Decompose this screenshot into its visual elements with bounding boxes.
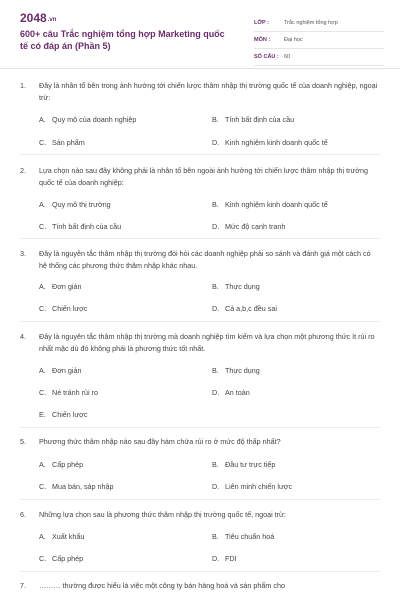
option-c[interactable] [39,222,121,231]
option-c[interactable] [39,554,83,563]
option-d[interactable] [212,138,328,147]
option-b[interactable] [212,460,275,469]
question-divider [20,154,380,155]
option-letter: C. [39,554,47,563]
question-text: Đây là nguyên tắc thâm nhập thị trường mà doanh nghiệp tìm kiếm và lựa chọn một phương thức ít rủi ro nhất mặc dù đó không phải là phương thức tốt nhất. [39,332,375,353]
option-text: An toàn [225,388,250,397]
meta-row-subject [254,32,384,49]
question-number: 4. [20,332,26,341]
option-letter: B. [212,115,219,124]
meta-row-class [254,15,384,32]
meta-value: 60 [284,54,291,60]
option-letter: C. [39,388,47,397]
option-letter: B. [212,532,219,541]
option-letter: B. [212,460,219,469]
option-e[interactable] [39,410,88,419]
question-number: 5. [20,437,26,446]
option-b[interactable] [212,282,260,291]
question-text: Phương thức thâm nhập nào sau đây hàm chứa rủi ro ở mức độ thấp nhất? [39,437,281,446]
option-letter: C. [39,304,47,313]
option-letter: B. [212,366,219,375]
question-text: Đây là nhân tố bên trong ảnh hưởng tới chiến lược thâm nhập thị trường quốc tế của doanh nghiệp, ngoại trừ: [39,81,378,102]
option-letter: D. [212,138,220,147]
question-text: Những lựa chọn sau là phương thức thâm nhập thị trường quốc tế, ngoại trừ: [39,510,286,519]
option-text: Né tránh rủi ro [52,388,98,397]
option-text: Kinh nghiệm kinh doanh quốc tế [225,200,328,209]
option-d[interactable] [212,554,237,563]
meta-value: Trắc nghiệm tổng hợp [284,20,338,26]
option-a[interactable] [39,282,82,291]
option-letter: D. [212,222,220,231]
document-header [0,0,400,68]
option-letter: D. [212,554,220,563]
option-letter: A. [39,282,46,291]
option-text: Kinh nghiệm kinh doanh quốc tế [225,138,328,147]
option-text: Quy mô thị trường [52,200,111,209]
option-text: Xuất khẩu [52,532,85,541]
option-text: Đầu tư trực tiếp [225,460,276,469]
option-b[interactable] [212,200,328,209]
document-meta [254,15,384,66]
option-d[interactable] [212,222,285,231]
option-b[interactable] [212,366,260,375]
option-letter: D. [212,482,220,491]
option-text: Thực dụng [225,282,260,291]
question-divider [20,427,380,428]
meta-label: SỐ CÂU : [254,54,279,60]
option-text: Tiêu chuẩn hoá [225,532,275,541]
option-letter: A. [39,366,46,375]
meta-label: MÔN : [254,37,271,43]
question-text: Lựa chọn nào sau đây không phải là nhân tố bên ngoài ảnh hưởng tới chiến lược thâm nhập thị trường quốc tế của doanh nghiệp: [39,166,369,187]
option-text: Liên minh chiến lược [225,482,293,491]
meta-value: Đại học [284,37,303,43]
header-divider [0,68,400,69]
option-text: Chiến lược [52,304,88,313]
option-letter: A. [39,460,46,469]
option-letter: A. [39,532,46,541]
option-d[interactable] [212,388,250,397]
option-letter: D. [212,388,220,397]
question-number: 2. [20,166,26,175]
question-number: 6. [20,510,26,519]
option-c[interactable] [39,138,85,147]
option-text: Thực dụng [225,366,260,375]
option-a[interactable] [39,532,84,541]
logo-main: 2048 [20,11,47,25]
option-text: Tính bất định của cầu [225,115,295,124]
option-letter: E. [39,410,46,419]
logo-suffix: .vn [47,17,57,23]
option-letter: C. [39,138,47,147]
option-b[interactable] [212,532,274,541]
question-divider [20,238,380,239]
meta-label: LỚP : [254,20,269,26]
option-text: Quy mô của doanh nghiệp [52,115,137,124]
option-letter: A. [39,200,46,209]
option-c[interactable] [39,304,88,313]
question-number: 7. [20,581,26,590]
document-title: 600+ câu Trắc nghiệm tổng hợp Marketing quốc tế có đáp án (Phần 5) [20,29,225,51]
option-text: Tính bất định của cầu [52,222,122,231]
option-a[interactable] [39,115,136,124]
option-a[interactable] [39,200,111,209]
question-number: 1. [20,81,26,90]
option-a[interactable] [39,460,83,469]
option-letter: B. [212,282,219,291]
option-letter: C. [39,482,47,491]
option-text: FDI [225,554,237,563]
option-text: Sản phẩm [52,138,85,147]
option-text: Chiến lược [52,410,88,419]
question-text: Đây là nguyên tắc thâm nhập thị trường đòi hỏi các doanh nghiệp phải so sánh và đánh giá một cách có hệ thống các phương thức thâm nhập khác nhau. [39,249,371,270]
question-number: 3. [20,249,26,258]
option-text: Cấp phép [52,460,84,469]
option-text: Cả a,b,c đều sai [225,304,277,313]
option-d[interactable] [212,482,292,491]
option-letter: A. [39,115,46,124]
option-a[interactable] [39,366,82,375]
option-text: Cấp phép [52,554,84,563]
meta-row-count [254,49,384,66]
option-text: Mức độ cạnh tranh [225,222,286,231]
question-divider [20,571,380,572]
option-text: Mua bán, sáp nhập [52,482,114,491]
question-text: ……… thường được hiểu là việc một công ty bán hàng hoá và sản phẩm cho [39,581,285,590]
question-divider [20,321,380,322]
site-logo[interactable] [20,11,56,25]
option-text: Đơn giản [52,366,82,375]
option-b[interactable] [212,115,294,124]
option-text: Đơn giản [52,282,82,291]
option-letter: D. [212,304,220,313]
option-letter: B. [212,200,219,209]
option-d[interactable] [212,304,277,313]
option-letter: C. [39,222,47,231]
question-divider [20,499,380,500]
option-c[interactable] [39,388,98,397]
option-c[interactable] [39,482,114,491]
